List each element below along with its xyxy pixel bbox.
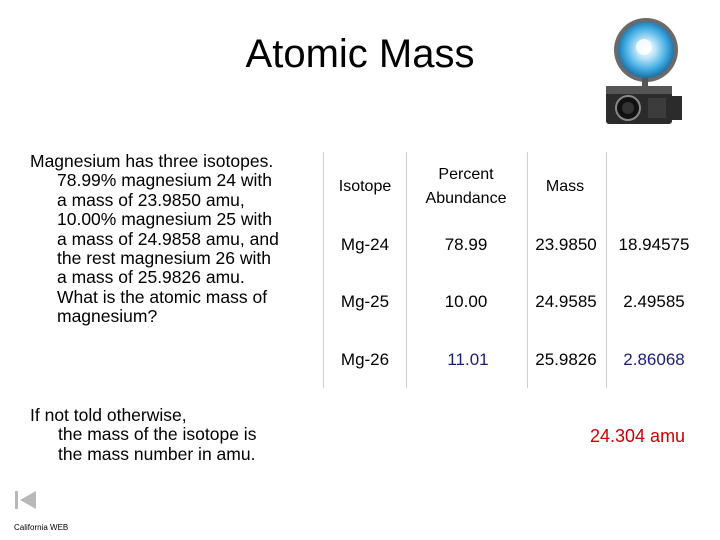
table-divider bbox=[323, 152, 324, 388]
problem-line: Magnesium has three isotopes. bbox=[30, 151, 274, 171]
cell-mass: 24.9585 bbox=[535, 292, 597, 311]
cell-isotope: Mg-26 bbox=[340, 350, 390, 369]
note-line: If not told otherwise, bbox=[30, 405, 187, 425]
header-abundance-line2: Abundance bbox=[425, 190, 507, 207]
cell-abundance: 78.99 bbox=[444, 235, 488, 254]
cell-abundance: 11.01 bbox=[447, 350, 489, 369]
problem-line: magnesium? bbox=[57, 306, 158, 327]
cell-mass: 25.9826 bbox=[535, 350, 597, 369]
answer-text: 24.304 amu bbox=[590, 426, 686, 446]
note-line: the mass number in amu. bbox=[58, 443, 256, 464]
cell-product: 2.49585 bbox=[623, 292, 685, 311]
header-mass: Mass bbox=[545, 178, 585, 195]
cell-abundance: 10.00 bbox=[444, 292, 488, 311]
first-slide-icon[interactable] bbox=[14, 488, 38, 512]
slide-title: Atomic Mass bbox=[245, 32, 475, 76]
problem-line: a mass of 24.9858 amu, and bbox=[57, 228, 279, 249]
footer-credit: California WEB bbox=[14, 523, 69, 532]
flash-camera-icon bbox=[600, 12, 690, 130]
problem-statement bbox=[30, 152, 335, 327]
header-abundance bbox=[426, 163, 507, 211]
problem-line: What is the atomic mass of bbox=[57, 286, 268, 307]
problem-line: 10.00% magnesium 25 with bbox=[57, 209, 272, 230]
note-text bbox=[30, 406, 330, 464]
cell-isotope: Mg-24 bbox=[340, 235, 390, 254]
problem-line: a mass of 23.9850 amu, bbox=[57, 189, 245, 210]
cell-product: 18.94575 bbox=[618, 235, 690, 254]
header-abundance-line1: Percent bbox=[438, 166, 494, 183]
problem-line: the rest magnesium 26 with bbox=[57, 248, 271, 269]
problem-line: a mass of 25.9826 amu. bbox=[57, 267, 245, 288]
table-divider bbox=[527, 152, 528, 388]
problem-line: 78.99% magnesium 24 with bbox=[57, 170, 272, 191]
table-divider bbox=[406, 152, 407, 388]
cell-mass: 23.9850 bbox=[535, 235, 597, 254]
table-divider bbox=[606, 152, 607, 388]
cell-isotope: Mg-25 bbox=[340, 292, 390, 311]
cell-product: 2.86068 bbox=[623, 350, 685, 369]
header-isotope: Isotope bbox=[338, 178, 392, 195]
note-line: the mass of the isotope is bbox=[58, 424, 257, 445]
